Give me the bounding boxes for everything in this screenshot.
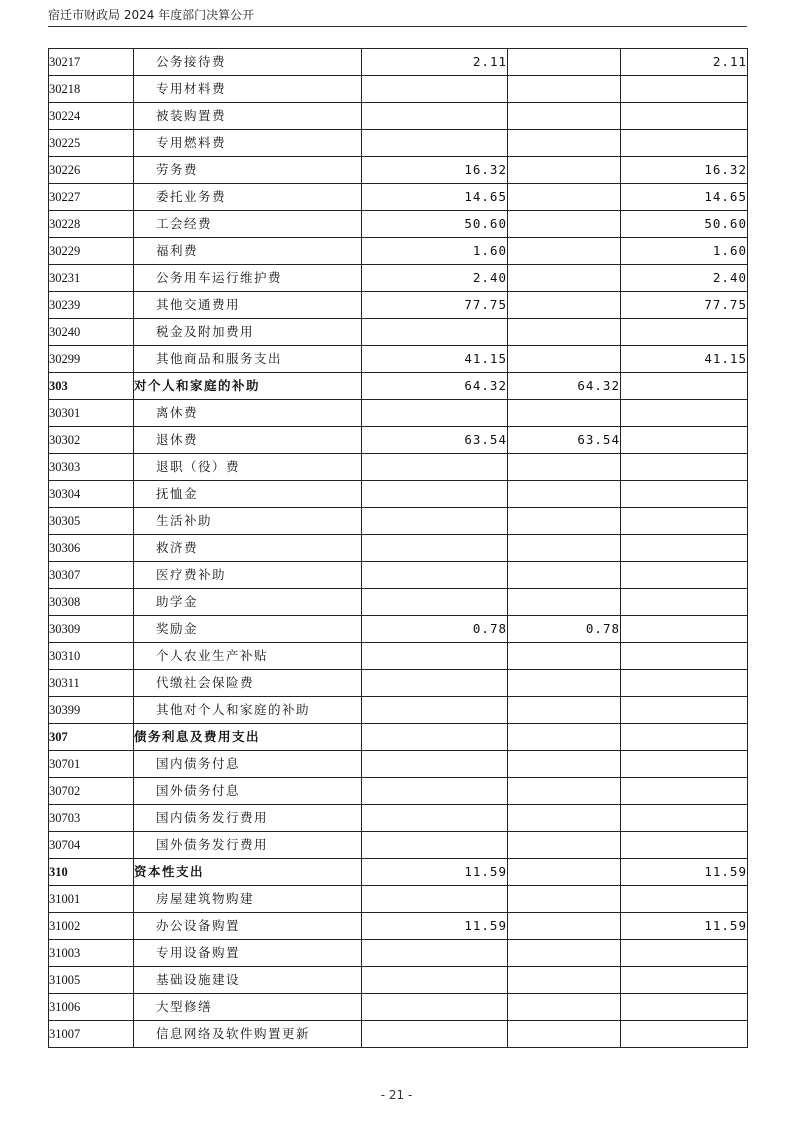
cell-total: 16.32: [362, 157, 508, 184]
cell-total: [362, 994, 508, 1021]
table-row: [49, 508, 748, 535]
cell-project-expenditure: [621, 427, 748, 454]
table-row: [49, 103, 748, 130]
cell-basic-expenditure: [508, 211, 621, 238]
cell-item-name: 离休费: [134, 400, 362, 427]
cell-code: 31007: [49, 1021, 134, 1048]
cell-basic-expenditure: [508, 319, 621, 346]
table-row: [49, 913, 748, 940]
table-row: [49, 49, 748, 76]
cell-code: 30299: [49, 346, 134, 373]
cell-item-name: 生活补助: [134, 508, 362, 535]
expenditure-table-body: [49, 49, 748, 1048]
cell-project-expenditure: [621, 400, 748, 427]
cell-total: 2.11: [362, 49, 508, 76]
cell-total: 64.32: [362, 373, 508, 400]
cell-basic-expenditure: [508, 103, 621, 130]
cell-total: [362, 967, 508, 994]
table-row: [49, 427, 748, 454]
table-row: [49, 535, 748, 562]
cell-item-name: 房屋建筑物购建: [134, 886, 362, 913]
cell-project-expenditure: [621, 778, 748, 805]
cell-item-name: 其他交通费用: [134, 292, 362, 319]
cell-item-name: 国外债务发行费用: [134, 832, 362, 859]
cell-project-expenditure: 2.40: [621, 265, 748, 292]
cell-total: [362, 940, 508, 967]
cell-total: [362, 805, 508, 832]
cell-item-name: 福利费: [134, 238, 362, 265]
table-row: [49, 832, 748, 859]
cell-code: 30225: [49, 130, 134, 157]
cell-item-name: 救济费: [134, 535, 362, 562]
table-row: [49, 697, 748, 724]
cell-project-expenditure: [621, 481, 748, 508]
cell-item-name: 工会经费: [134, 211, 362, 238]
cell-code: 31001: [49, 886, 134, 913]
cell-total: [362, 508, 508, 535]
cell-basic-expenditure: [508, 670, 621, 697]
cell-basic-expenditure: [508, 832, 621, 859]
table-row: [49, 1021, 748, 1048]
cell-item-name: 抚恤金: [134, 481, 362, 508]
table-row: [49, 157, 748, 184]
cell-total: [362, 130, 508, 157]
cell-total: [362, 832, 508, 859]
cell-total: 41.15: [362, 346, 508, 373]
cell-project-expenditure: [621, 670, 748, 697]
cell-project-expenditure: [621, 130, 748, 157]
cell-basic-expenditure: [508, 994, 621, 1021]
cell-basic-expenditure: [508, 859, 621, 886]
cell-item-name: 债务利息及费用支出: [134, 724, 362, 751]
cell-basic-expenditure: [508, 346, 621, 373]
cell-total: [362, 1021, 508, 1048]
cell-total: 11.59: [362, 913, 508, 940]
cell-code: 30306: [49, 535, 134, 562]
cell-total: [362, 319, 508, 346]
cell-code: 30305: [49, 508, 134, 535]
table-row: [49, 886, 748, 913]
table-row: [49, 238, 748, 265]
cell-basic-expenditure: [508, 238, 621, 265]
cell-project-expenditure: 14.65: [621, 184, 748, 211]
cell-code: 30703: [49, 805, 134, 832]
cell-total: [362, 103, 508, 130]
table-row: [49, 994, 748, 1021]
cell-item-name: 代缴社会保险费: [134, 670, 362, 697]
table-row: [49, 76, 748, 103]
cell-total: [362, 643, 508, 670]
cell-project-expenditure: [621, 751, 748, 778]
cell-code: 31005: [49, 967, 134, 994]
table-row: [49, 967, 748, 994]
cell-project-expenditure: [621, 724, 748, 751]
table-row: [49, 940, 748, 967]
page-header-title: 宿迁市财政局 2024 年度部门决算公开: [48, 8, 255, 22]
cell-basic-expenditure: [508, 697, 621, 724]
cell-item-name: 公务接待费: [134, 49, 362, 76]
cell-basic-expenditure: [508, 751, 621, 778]
cell-basic-expenditure: [508, 130, 621, 157]
cell-code: 30301: [49, 400, 134, 427]
table-row: [49, 778, 748, 805]
cell-basic-expenditure: 63.54: [508, 427, 621, 454]
cell-basic-expenditure: [508, 76, 621, 103]
cell-item-name: 个人农业生产补贴: [134, 643, 362, 670]
cell-basic-expenditure: [508, 967, 621, 994]
cell-item-name: 公务用车运行维护费: [134, 265, 362, 292]
cell-project-expenditure: [621, 103, 748, 130]
cell-project-expenditure: [621, 994, 748, 1021]
cell-basic-expenditure: [508, 508, 621, 535]
cell-basic-expenditure: [508, 400, 621, 427]
cell-project-expenditure: 11.59: [621, 913, 748, 940]
cell-total: [362, 589, 508, 616]
cell-project-expenditure: 2.11: [621, 49, 748, 76]
cell-code: 30226: [49, 157, 134, 184]
cell-basic-expenditure: [508, 292, 621, 319]
cell-total: [362, 400, 508, 427]
cell-code: 31003: [49, 940, 134, 967]
cell-basic-expenditure: [508, 886, 621, 913]
cell-basic-expenditure: [508, 1021, 621, 1048]
cell-item-name: 国内债务发行费用: [134, 805, 362, 832]
table-row: [49, 805, 748, 832]
cell-item-name: 奖励金: [134, 616, 362, 643]
cell-total: [362, 886, 508, 913]
cell-total: 63.54: [362, 427, 508, 454]
cell-item-name: 办公设备购置: [134, 913, 362, 940]
cell-item-name: 国内债务付息: [134, 751, 362, 778]
cell-basic-expenditure: [508, 643, 621, 670]
cell-code: 30240: [49, 319, 134, 346]
cell-code: 31002: [49, 913, 134, 940]
cell-item-name: 专用材料费: [134, 76, 362, 103]
cell-basic-expenditure: [508, 535, 621, 562]
cell-code: 30704: [49, 832, 134, 859]
cell-basic-expenditure: [508, 589, 621, 616]
cell-item-name: 被装购置费: [134, 103, 362, 130]
cell-item-name: 委托业务费: [134, 184, 362, 211]
cell-item-name: 资本性支出: [134, 859, 362, 886]
cell-total: [362, 481, 508, 508]
cell-project-expenditure: [621, 589, 748, 616]
cell-code: 30217: [49, 49, 134, 76]
cell-project-expenditure: [621, 454, 748, 481]
cell-total: 2.40: [362, 265, 508, 292]
cell-project-expenditure: [621, 373, 748, 400]
cell-code: 30302: [49, 427, 134, 454]
cell-code: 30231: [49, 265, 134, 292]
cell-item-name: 其他对个人和家庭的补助: [134, 697, 362, 724]
cell-item-name: 退休费: [134, 427, 362, 454]
cell-total: [362, 454, 508, 481]
cell-project-expenditure: [621, 1021, 748, 1048]
cell-total: [362, 724, 508, 751]
cell-code: 310: [49, 859, 134, 886]
cell-code: 30309: [49, 616, 134, 643]
cell-code: 30308: [49, 589, 134, 616]
table-row: [49, 589, 748, 616]
cell-code: 30702: [49, 778, 134, 805]
cell-basic-expenditure: [508, 805, 621, 832]
table-row: [49, 184, 748, 211]
table-group-row: [49, 373, 748, 400]
cell-basic-expenditure: [508, 562, 621, 589]
table-row: [49, 562, 748, 589]
table-row: [49, 643, 748, 670]
cell-project-expenditure: [621, 805, 748, 832]
cell-total: 50.60: [362, 211, 508, 238]
cell-code: 30701: [49, 751, 134, 778]
table-row: [49, 481, 748, 508]
cell-project-expenditure: 16.32: [621, 157, 748, 184]
cell-basic-expenditure: [508, 724, 621, 751]
cell-project-expenditure: [621, 967, 748, 994]
cell-basic-expenditure: [508, 778, 621, 805]
cell-item-name: 专用燃料费: [134, 130, 362, 157]
cell-code: 30224: [49, 103, 134, 130]
page-number: - 21 -: [380, 1088, 413, 1102]
cell-total: 1.60: [362, 238, 508, 265]
cell-total: [362, 670, 508, 697]
cell-project-expenditure: [621, 697, 748, 724]
table-row: [49, 751, 748, 778]
cell-code: 30311: [49, 670, 134, 697]
cell-project-expenditure: 77.75: [621, 292, 748, 319]
table-row: [49, 130, 748, 157]
cell-code: 30228: [49, 211, 134, 238]
cell-item-name: 税金及附加费用: [134, 319, 362, 346]
cell-total: [362, 778, 508, 805]
cell-item-name: 其他商品和服务支出: [134, 346, 362, 373]
table-row: [49, 616, 748, 643]
table-row: [49, 265, 748, 292]
cell-project-expenditure: 1.60: [621, 238, 748, 265]
cell-total: 11.59: [362, 859, 508, 886]
cell-code: 30303: [49, 454, 134, 481]
expenditure-table: [48, 48, 748, 1048]
table-row: [49, 211, 748, 238]
cell-total: [362, 751, 508, 778]
cell-basic-expenditure: [508, 184, 621, 211]
cell-code: 30307: [49, 562, 134, 589]
table-group-row: [49, 724, 748, 751]
cell-code: 30218: [49, 76, 134, 103]
cell-total: 77.75: [362, 292, 508, 319]
table-group-row: [49, 859, 748, 886]
cell-item-name: 信息网络及软件购置更新: [134, 1021, 362, 1048]
cell-basic-expenditure: [508, 265, 621, 292]
table-row: [49, 400, 748, 427]
cell-project-expenditure: [621, 616, 748, 643]
cell-item-name: 对个人和家庭的补助: [134, 373, 362, 400]
cell-code: 31006: [49, 994, 134, 1021]
cell-code: 307: [49, 724, 134, 751]
cell-project-expenditure: 11.59: [621, 859, 748, 886]
cell-item-name: 基础设施建设: [134, 967, 362, 994]
cell-code: 30399: [49, 697, 134, 724]
cell-total: [362, 562, 508, 589]
table-row: [49, 454, 748, 481]
table-row: [49, 292, 748, 319]
cell-project-expenditure: [621, 643, 748, 670]
cell-item-name: 助学金: [134, 589, 362, 616]
table-row: [49, 670, 748, 697]
cell-project-expenditure: 50.60: [621, 211, 748, 238]
cell-code: 30310: [49, 643, 134, 670]
cell-project-expenditure: [621, 76, 748, 103]
cell-item-name: 国外债务付息: [134, 778, 362, 805]
table-row: [49, 346, 748, 373]
cell-project-expenditure: [621, 508, 748, 535]
cell-project-expenditure: 41.15: [621, 346, 748, 373]
cell-basic-expenditure: [508, 49, 621, 76]
cell-basic-expenditure: [508, 481, 621, 508]
cell-basic-expenditure: 0.78: [508, 616, 621, 643]
cell-item-name: 退职（役）费: [134, 454, 362, 481]
cell-project-expenditure: [621, 562, 748, 589]
cell-project-expenditure: [621, 535, 748, 562]
cell-item-name: 大型修缮: [134, 994, 362, 1021]
cell-code: 30304: [49, 481, 134, 508]
cell-project-expenditure: [621, 886, 748, 913]
cell-project-expenditure: [621, 832, 748, 859]
cell-code: 30229: [49, 238, 134, 265]
cell-basic-expenditure: [508, 940, 621, 967]
cell-total: 0.78: [362, 616, 508, 643]
header-rule: [48, 26, 747, 27]
cell-code: 30239: [49, 292, 134, 319]
cell-code: 303: [49, 373, 134, 400]
cell-project-expenditure: [621, 940, 748, 967]
cell-item-name: 专用设备购置: [134, 940, 362, 967]
cell-code: 30227: [49, 184, 134, 211]
cell-project-expenditure: [621, 319, 748, 346]
cell-item-name: 医疗费补助: [134, 562, 362, 589]
cell-total: [362, 697, 508, 724]
cell-total: [362, 76, 508, 103]
cell-total: 14.65: [362, 184, 508, 211]
cell-basic-expenditure: [508, 157, 621, 184]
cell-basic-expenditure: [508, 454, 621, 481]
cell-item-name: 劳务费: [134, 157, 362, 184]
table-row: [49, 319, 748, 346]
cell-basic-expenditure: 64.32: [508, 373, 621, 400]
cell-basic-expenditure: [508, 913, 621, 940]
cell-total: [362, 535, 508, 562]
